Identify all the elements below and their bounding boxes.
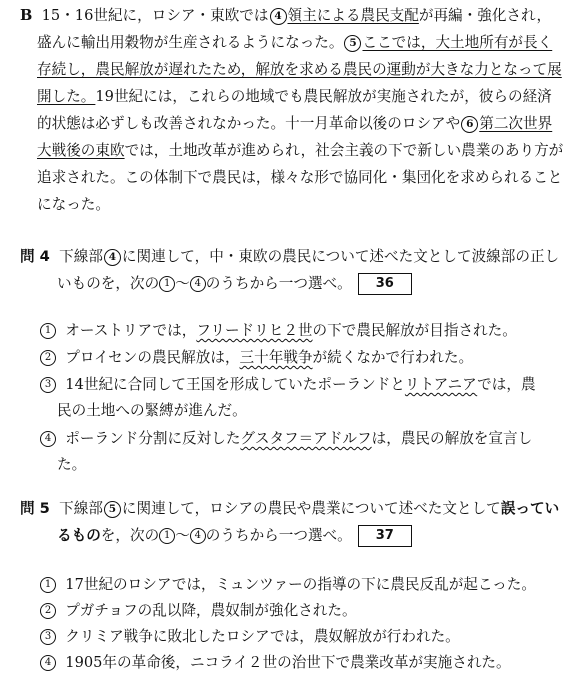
underline-marker-5: 5 — [344, 35, 361, 52]
section-label: B — [20, 7, 33, 24]
passage-text: 追求された。この体制下で農民は，様々な形で協同化・集団化を求められること — [37, 169, 563, 186]
q4-option-3[interactable] — [40, 375, 536, 395]
underlined-text-4: 領主による農民支配 — [287, 7, 419, 24]
question-5-ref-marker: 5 — [104, 501, 121, 518]
passage-text: が再編・強化され， — [418, 7, 552, 24]
option-number-marker: 1 — [40, 323, 56, 339]
option-number-marker: 3 — [40, 629, 56, 645]
option-text: クリミア戦争に敗北したロシアでは，農奴解放が行われた。 — [65, 628, 460, 645]
q5-option-2[interactable] — [40, 601, 357, 621]
passage-line-3 — [37, 60, 562, 80]
wavy-underlined-text: 三十年戦争 — [239, 349, 313, 366]
passage-text: 盛んに輸出用穀物が生産されるようになった。 — [37, 34, 344, 51]
question-4-title: 問 4 — [20, 248, 50, 265]
wavy-underlined-text: フリードリヒ２世 — [196, 322, 313, 339]
range-separator: 〜 — [175, 275, 190, 292]
q4-option-1[interactable] — [40, 321, 517, 341]
option-number-marker: 1 — [40, 577, 56, 593]
passage-text: 15・16世紀に，ロシア・東欧では — [41, 7, 269, 24]
question-text: に関連して，中・東欧の農民について述べた文として波線部の正し — [121, 248, 560, 265]
option-text: 1905年の革命後，ニコライ２世の治世下で農業改革が実施された。 — [65, 654, 511, 671]
option-text: では，農 — [477, 376, 536, 393]
passage-line-7 — [37, 168, 562, 188]
q4-option-2[interactable] — [40, 348, 473, 368]
question-text: のうちから一つ選べ。 — [205, 275, 352, 292]
passage-text: では，土地改革が進められ，社会主義の下で新しい農業のあり方が — [124, 142, 563, 159]
question-text: 下線部 — [59, 500, 103, 517]
q4-option-4-cont — [57, 455, 86, 475]
emphasis-text: 誤ってい — [500, 500, 560, 517]
option-text: プロイセンの農民解放は， — [65, 349, 240, 366]
passage-text: になった。 — [37, 196, 110, 213]
question-text: に関連して，ロシアの農民や農業について述べた文として — [121, 500, 501, 517]
option-number-marker: 2 — [40, 603, 56, 619]
question-4-ref-marker: 4 — [104, 249, 121, 266]
option-text: プガチョフの乱以降，農奴制が強化された。 — [65, 602, 357, 619]
q4-option-4[interactable] — [40, 429, 532, 449]
question-text: のうちから一つ選べ。 — [205, 527, 352, 544]
option-number-marker: 3 — [40, 377, 56, 393]
passage-line-4 — [37, 87, 552, 107]
range-start-marker: 1 — [159, 528, 175, 544]
option-text: た。 — [57, 456, 87, 473]
underline-marker-6: 6 — [461, 116, 478, 133]
underlined-text-5: 開した。 — [37, 88, 96, 105]
q4-option-3-cont — [57, 401, 247, 421]
option-number-marker: 2 — [40, 350, 56, 366]
wavy-underlined-text: グスタフ＝アドルフ — [240, 430, 372, 447]
underlined-text-5: 存続し，農民解放が遅れたため，解放を求める農民の運動が大きな力となって展 — [37, 61, 562, 78]
question-text: いものを，次の — [57, 275, 160, 292]
underlined-text-6: 大戦後の東欧 — [37, 142, 125, 159]
question-text: 下線部 — [59, 248, 103, 265]
passage-text: 的状態は必ずしも改善されなかった。十一月革命以後のロシアや — [37, 115, 461, 132]
option-text: ポーランド分割に反対した — [65, 430, 241, 447]
underlined-text-6: 第二次世界 — [479, 115, 553, 132]
question-5-line-2 — [57, 525, 412, 547]
option-number-marker: 4 — [40, 431, 56, 447]
passage-line-5 — [37, 114, 552, 134]
passage-line-6 — [37, 141, 563, 161]
underline-marker-4: 4 — [270, 8, 287, 25]
question-4-line-2 — [57, 273, 412, 295]
emphasis-text: るもの — [57, 527, 101, 544]
range-separator: 〜 — [175, 527, 190, 544]
passage-line-2 — [37, 33, 552, 53]
underlined-text-5: ここでは，大土地所有が長く — [362, 34, 553, 51]
range-end-marker: 4 — [190, 276, 206, 292]
option-text: オーストリアでは， — [65, 322, 197, 339]
question-text: を，次の — [100, 527, 160, 544]
option-number-marker: 4 — [40, 655, 56, 671]
option-text: が続くなかで行われた。 — [312, 349, 474, 366]
passage-line-1 — [20, 6, 551, 26]
question-5-line-1 — [20, 499, 559, 519]
passage-text: 19世紀には，これらの地域でも農民解放が実施されたが，彼らの経済 — [95, 88, 552, 105]
range-start-marker: 1 — [159, 276, 175, 292]
option-text: 17世紀のロシアでは，ミュンツァーの指導の下に農民反乱が起こった。 — [65, 576, 536, 593]
q5-option-4[interactable] — [40, 653, 511, 673]
q5-option-3[interactable] — [40, 627, 460, 647]
option-text: 14世紀に合同して王国を形成していたポーランドと — [65, 376, 405, 393]
question-5-title: 問 5 — [20, 500, 50, 517]
option-text: の下で農民解放が目指された。 — [312, 322, 517, 339]
option-text: 民の土地への緊縛が進んだ。 — [57, 402, 247, 419]
answer-box-36[interactable]: 36 — [358, 273, 412, 295]
answer-box-37[interactable]: 37 — [358, 525, 412, 547]
option-text: は，農民の解放を宣言し — [371, 430, 533, 447]
question-4-line-1 — [20, 247, 559, 267]
passage-line-8 — [37, 195, 110, 215]
wavy-underlined-text: リトアニア — [404, 376, 478, 393]
range-end-marker: 4 — [190, 528, 206, 544]
q5-option-1[interactable] — [40, 575, 536, 595]
